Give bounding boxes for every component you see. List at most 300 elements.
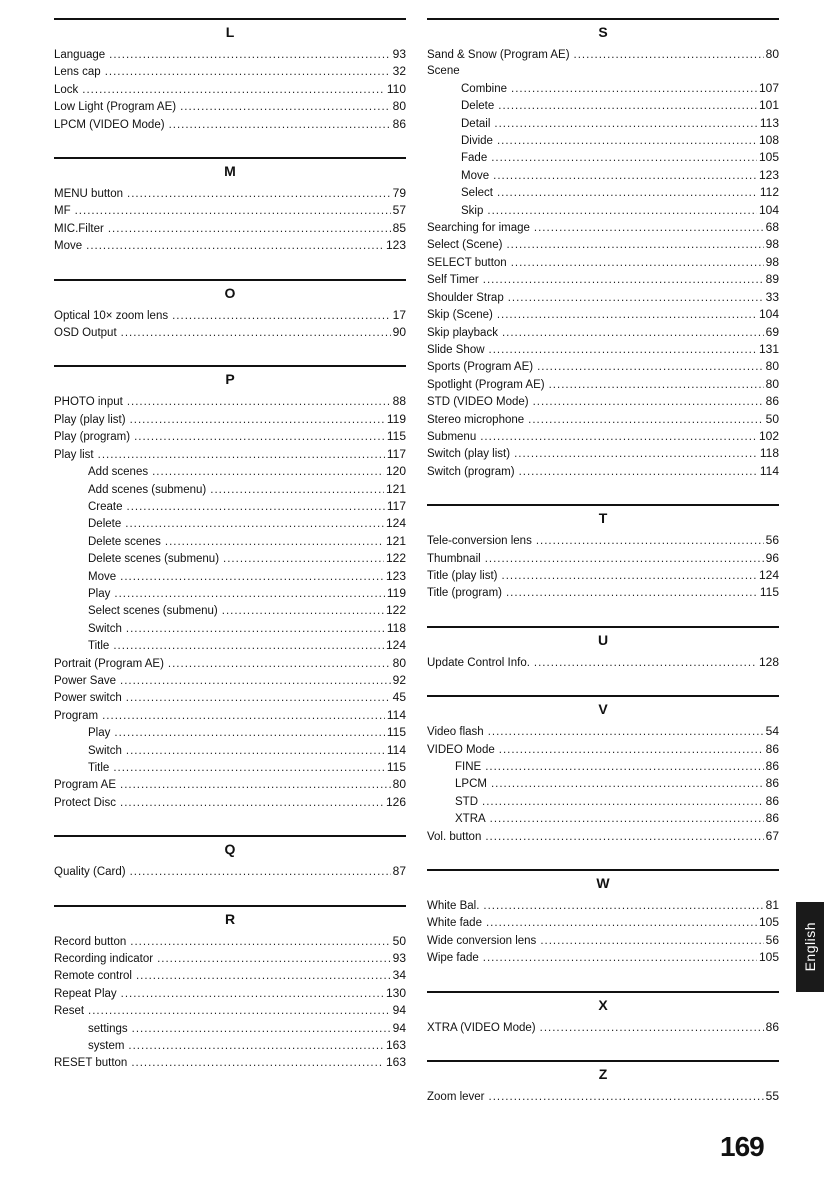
index-entry	[427, 132, 779, 149]
dot-leader	[125, 516, 384, 532]
entry-page-number: 79	[392, 186, 406, 201]
entry-label: Power Save	[54, 674, 117, 687]
entry-label: STD (VIDEO Mode)	[427, 396, 529, 409]
index-entry	[54, 585, 406, 602]
entry-page-number: 108	[758, 133, 779, 148]
index-section-q	[54, 835, 406, 880]
index-entry	[427, 358, 779, 375]
entry-page-number: 101	[758, 98, 779, 113]
index-entry	[427, 914, 779, 931]
entry-label: system	[88, 1040, 125, 1053]
dot-leader	[514, 446, 758, 462]
language-tab-label: English	[802, 922, 818, 972]
dot-leader	[131, 1055, 384, 1071]
entry-page-number: 112	[759, 185, 779, 200]
dot-leader	[528, 412, 763, 428]
dot-leader	[494, 116, 757, 132]
language-tab	[796, 902, 824, 992]
entry-label: OSD Output	[54, 327, 117, 340]
index-entry	[54, 307, 406, 324]
dot-leader	[534, 220, 764, 236]
index-entry	[54, 63, 406, 80]
index-entry	[427, 949, 779, 966]
entry-page-number: 17	[392, 307, 406, 322]
index-entry	[427, 775, 779, 792]
entry-page-number: 57	[392, 203, 406, 218]
index-entry	[427, 115, 779, 132]
dot-leader	[485, 829, 763, 845]
index-entry	[427, 828, 779, 845]
index-entry	[427, 1088, 779, 1105]
index-entry	[427, 97, 779, 114]
dot-leader	[534, 655, 757, 671]
entry-page-number: 117	[386, 446, 406, 461]
index-entry	[54, 950, 406, 967]
index-entry	[427, 289, 779, 306]
dot-leader	[130, 934, 390, 950]
entry-page-number: 55	[765, 1089, 779, 1104]
dot-leader	[152, 464, 384, 480]
index-entry	[54, 237, 406, 254]
entry-label: RESET button	[54, 1057, 128, 1070]
entry-label: Recording indicator	[54, 953, 154, 966]
index-entry	[54, 759, 406, 776]
dot-leader	[210, 482, 384, 498]
entry-page-number: 80	[392, 99, 406, 114]
dot-leader	[86, 238, 384, 254]
dot-leader	[540, 1020, 764, 1036]
entry-page-number: 92	[392, 672, 406, 687]
dot-leader	[485, 551, 764, 567]
entry-label: Scene	[427, 65, 460, 78]
index-entry	[54, 742, 406, 759]
entry-page-number: 93	[392, 951, 406, 966]
entry-page-number: 104	[758, 202, 779, 217]
entry-label: Remote control	[54, 970, 132, 983]
entry-page-number: 86	[765, 394, 779, 409]
entry-label: Reset	[54, 1005, 85, 1018]
entry-label: PHOTO input	[54, 396, 123, 409]
dot-leader	[172, 308, 391, 324]
index-entry	[427, 758, 779, 775]
index-entry	[54, 481, 406, 498]
entry-page-number: 114	[386, 742, 406, 757]
entry-label: Select scenes (submenu)	[88, 605, 218, 618]
entry-page-number: 163	[385, 1055, 406, 1070]
index-entry	[427, 149, 779, 166]
entry-label: Add scenes (submenu)	[88, 483, 207, 496]
entry-label: Tele-conversion lens	[427, 535, 532, 548]
dot-leader	[102, 708, 385, 724]
entry-page-number: 88	[392, 394, 406, 409]
index-section-x	[427, 991, 779, 1036]
entry-page-number: 94	[392, 1003, 406, 1018]
entry-page-number: 163	[385, 1038, 406, 1053]
index-entry	[427, 810, 779, 827]
entry-page-number: 80	[765, 376, 779, 391]
entry-label: Delete	[461, 100, 495, 113]
entry-label: Sand & Snow (Program AE)	[427, 49, 570, 61]
entry-page-number: 86	[765, 741, 779, 756]
dot-leader	[169, 117, 391, 133]
entry-page-number: 87	[392, 864, 406, 879]
entry-label: VIDEO Mode	[427, 743, 495, 756]
entry-page-number: 89	[765, 272, 779, 287]
index-entry	[427, 1019, 779, 1036]
entry-page-number: 45	[392, 690, 406, 705]
dot-leader	[88, 1003, 391, 1019]
dot-leader	[502, 568, 757, 584]
entry-label: Wipe fade	[427, 952, 479, 965]
index-entry	[54, 116, 406, 133]
entry-label: Language	[54, 49, 106, 61]
section-letter: O	[224, 284, 236, 301]
index-entry	[427, 428, 779, 445]
entry-label: Play	[88, 727, 111, 740]
dot-leader	[537, 359, 764, 375]
entry-page-number: 105	[758, 915, 779, 930]
entry-page-number: 67	[765, 828, 779, 843]
index-entry	[54, 1002, 406, 1019]
entry-label: Video flash	[427, 726, 484, 739]
dot-leader	[136, 968, 391, 984]
dot-leader	[121, 325, 391, 341]
entry-label: XTRA	[455, 813, 486, 826]
dot-leader	[549, 377, 764, 393]
entry-label: Self Timer	[427, 274, 479, 287]
index-entry	[427, 271, 779, 288]
entry-label: Play	[88, 587, 111, 600]
dot-leader	[491, 150, 757, 166]
dot-leader	[113, 760, 385, 776]
section-letter: Q	[224, 841, 236, 858]
entry-label: Switch (program)	[427, 465, 515, 478]
entry-label: Fade	[461, 152, 488, 165]
index-section-l	[54, 18, 406, 133]
section-letter: X	[598, 996, 608, 1013]
entry-label: MIC.Filter	[54, 222, 104, 235]
entry-label: Update Control Info.	[427, 656, 530, 669]
section-letter: V	[598, 701, 608, 718]
entry-label: White fade	[427, 917, 482, 930]
entry-label: Title	[88, 640, 110, 653]
entry-label: Play (program)	[54, 431, 131, 444]
entry-page-number: 123	[385, 568, 406, 583]
dot-leader	[506, 585, 758, 601]
dot-leader	[483, 898, 763, 914]
dot-leader	[127, 394, 391, 410]
dot-leader	[483, 950, 757, 966]
index-section-t	[427, 504, 779, 602]
dot-leader	[126, 743, 385, 759]
index-section-s	[427, 18, 779, 480]
entry-label: Program AE	[54, 779, 116, 792]
entry-page-number: 56	[765, 932, 779, 947]
index-entry	[427, 80, 779, 97]
index-entry	[427, 341, 779, 358]
entry-label: Repeat Play	[54, 987, 117, 1000]
dot-leader	[536, 533, 764, 549]
index-entry	[54, 463, 406, 480]
entry-label: Shoulder Strap	[427, 291, 504, 304]
entry-page-number: 86	[392, 116, 406, 131]
entry-page-number: 50	[765, 411, 779, 426]
dot-leader	[480, 429, 757, 445]
index-entry	[54, 776, 406, 793]
dot-leader	[511, 255, 764, 271]
entry-page-number: 119	[386, 585, 406, 600]
dot-leader	[120, 777, 391, 793]
entry-page-number: 130	[385, 985, 406, 1000]
index-entry	[427, 184, 779, 201]
index-entry	[54, 98, 406, 115]
entry-label: Delete scenes	[88, 535, 161, 548]
index-entry	[54, 220, 406, 237]
entry-page-number: 80	[765, 47, 779, 61]
dot-leader	[540, 933, 763, 949]
entry-label: Title	[88, 762, 110, 774]
entry-label: Thumbnail	[427, 552, 481, 565]
entry-label: Power switch	[54, 692, 122, 705]
index-section-p	[54, 365, 406, 811]
entry-label: Program	[54, 709, 99, 722]
entry-page-number: 124	[758, 567, 779, 582]
entry-page-number: 32	[392, 64, 406, 79]
index-section-w	[427, 869, 779, 967]
index-entry	[54, 515, 406, 532]
dot-leader	[497, 185, 758, 201]
dot-leader	[121, 986, 384, 1002]
index-section-r	[54, 905, 406, 1072]
entry-label: Submenu	[427, 430, 477, 443]
entry-label: Switch	[88, 622, 122, 635]
entry-page-number: 86	[765, 759, 779, 773]
dot-leader	[75, 203, 391, 219]
index-entry	[54, 550, 406, 567]
entry-page-number: 80	[392, 777, 406, 792]
entry-label: Stereo microphone	[427, 413, 525, 426]
dot-leader	[114, 725, 384, 741]
entry-page-number: 122	[385, 551, 406, 566]
entry-page-number: 113	[759, 115, 779, 130]
dot-leader	[128, 1038, 384, 1054]
entry-label: Delete scenes (submenu)	[88, 553, 220, 566]
index-entry	[427, 393, 779, 410]
entry-label: SELECT button	[427, 256, 507, 269]
index-section-m	[54, 157, 406, 255]
dot-leader	[486, 915, 757, 931]
entry-page-number: 69	[765, 324, 779, 339]
entry-label: Divide	[461, 135, 493, 148]
section-letter: R	[224, 910, 236, 927]
index-entry	[54, 533, 406, 550]
entry-page-number: 86	[765, 776, 779, 791]
entry-label: Create	[88, 500, 123, 513]
dot-leader	[130, 864, 391, 880]
entry-page-number: 85	[392, 220, 406, 235]
entry-label: Delete	[88, 518, 122, 531]
dot-leader	[157, 951, 391, 967]
index-section-z	[427, 1060, 779, 1105]
index-entry	[54, 707, 406, 724]
dot-leader	[126, 621, 385, 637]
dot-leader	[132, 1021, 391, 1037]
entry-page-number: 80	[392, 655, 406, 670]
entry-label: Detail	[461, 117, 491, 130]
dot-leader	[506, 237, 763, 253]
entry-label: Sports (Program AE)	[427, 361, 534, 374]
dot-leader	[488, 724, 764, 740]
dot-leader	[168, 656, 391, 672]
index-entry	[427, 897, 779, 914]
entry-label: Skip	[461, 204, 484, 217]
entry-page-number: 120	[385, 464, 406, 479]
index-entry	[427, 532, 779, 549]
dot-leader	[114, 586, 384, 602]
entry-page-number: 121	[385, 533, 406, 548]
entry-page-number: 118	[759, 446, 779, 461]
entry-label: Move	[88, 570, 117, 583]
index-entry	[54, 185, 406, 202]
entry-page-number: 115	[386, 429, 406, 444]
index-entry	[54, 655, 406, 672]
entry-page-number: 105	[758, 950, 779, 965]
dot-leader	[82, 82, 385, 98]
dot-leader	[489, 342, 757, 358]
dot-leader	[483, 272, 764, 288]
dot-leader	[180, 99, 391, 115]
dot-leader	[127, 186, 391, 202]
entry-label: Move	[54, 240, 83, 253]
index-entry	[427, 793, 779, 810]
entry-page-number: 98	[765, 237, 779, 252]
entry-page-number: 123	[758, 167, 779, 182]
dot-leader	[491, 776, 764, 792]
index-entry	[427, 654, 779, 671]
entry-label: Optical 10× zoom lens	[54, 309, 169, 322]
page-number: 169	[720, 1131, 764, 1162]
index-entry	[54, 794, 406, 811]
index-entry	[427, 167, 779, 184]
dot-leader	[134, 429, 385, 445]
entry-label: Switch	[88, 744, 122, 757]
entry-label: Low Light (Program AE)	[54, 101, 177, 114]
entry-label: Vol. button	[427, 830, 482, 843]
dot-leader	[533, 394, 764, 410]
dot-leader	[502, 325, 764, 341]
entry-label: Play list	[54, 448, 94, 461]
entry-page-number: 68	[765, 220, 779, 235]
index-entry	[427, 63, 779, 79]
index-entry	[54, 620, 406, 637]
entry-page-number: 110	[386, 81, 406, 96]
entry-label: XTRA (VIDEO Mode)	[427, 1021, 536, 1034]
entry-page-number: 115	[386, 760, 406, 774]
entry-label: Wide conversion lens	[427, 934, 537, 947]
dot-leader	[126, 690, 391, 706]
entry-page-number: 80	[765, 359, 779, 374]
entry-label: Spotlight (Program AE)	[427, 378, 545, 391]
entry-page-number: 115	[386, 725, 406, 740]
entry-page-number: 119	[386, 411, 406, 426]
section-letter: L	[225, 24, 235, 40]
index-entry	[427, 584, 779, 601]
dot-leader	[127, 499, 385, 515]
entry-label: Move	[461, 169, 490, 182]
index-entry	[54, 637, 406, 654]
dot-leader	[113, 638, 384, 654]
entry-page-number: 104	[758, 307, 779, 322]
entry-page-number: 96	[765, 550, 779, 565]
index-entry	[427, 445, 779, 462]
section-letter: M	[224, 163, 236, 180]
index-entry	[54, 498, 406, 515]
entry-page-number: 86	[765, 1019, 779, 1034]
entry-label: MF	[54, 205, 71, 218]
entry-page-number: 56	[765, 533, 779, 548]
index-entry	[54, 967, 406, 984]
entry-page-number: 105	[758, 150, 779, 165]
section-letter: U	[597, 631, 609, 648]
entry-page-number: 114	[759, 463, 779, 478]
entry-page-number: 122	[385, 603, 406, 618]
entry-page-number: 124	[385, 638, 406, 653]
entry-label: Play (play list)	[54, 413, 126, 426]
entry-page-number: 124	[385, 516, 406, 531]
entry-page-number: 114	[386, 707, 406, 722]
dot-leader	[120, 569, 384, 585]
index-entry	[427, 411, 779, 428]
dot-leader	[105, 64, 391, 80]
index-entry	[54, 1037, 406, 1054]
dot-leader	[165, 534, 384, 550]
dot-leader	[222, 603, 384, 619]
entry-label: Switch (play list)	[427, 448, 511, 461]
dot-leader	[109, 47, 390, 63]
entry-label: Title (play list)	[427, 569, 498, 582]
dot-leader	[482, 794, 764, 810]
index-entry	[427, 463, 779, 480]
entry-label: Slide Show	[427, 343, 485, 356]
dot-leader	[499, 742, 764, 758]
entry-label: Skip (Scene)	[427, 309, 493, 322]
index-entry	[54, 428, 406, 445]
index-entry	[427, 741, 779, 758]
entry-label: Quality (Card)	[54, 866, 126, 879]
index-entry	[54, 446, 406, 463]
dot-leader	[497, 307, 757, 323]
index-entry	[54, 985, 406, 1002]
entry-page-number: 86	[765, 793, 779, 808]
entry-page-number: 98	[765, 254, 779, 269]
entry-page-number: 107	[758, 80, 779, 95]
entry-page-number: 118	[386, 620, 406, 635]
index-entry	[54, 933, 406, 950]
section-letter: P	[225, 371, 235, 388]
dot-leader	[489, 1089, 764, 1105]
dot-leader	[497, 133, 757, 149]
entry-page-number: 128	[758, 654, 779, 669]
index-entry	[54, 602, 406, 619]
entry-label: Combine	[461, 82, 508, 95]
entry-label: STD	[455, 795, 478, 808]
entry-page-number: 86	[765, 811, 779, 826]
index-entry	[427, 254, 779, 271]
dot-leader	[498, 98, 757, 114]
entry-page-number: 102	[758, 428, 779, 443]
dot-leader	[485, 759, 763, 775]
index-entry	[427, 376, 779, 393]
